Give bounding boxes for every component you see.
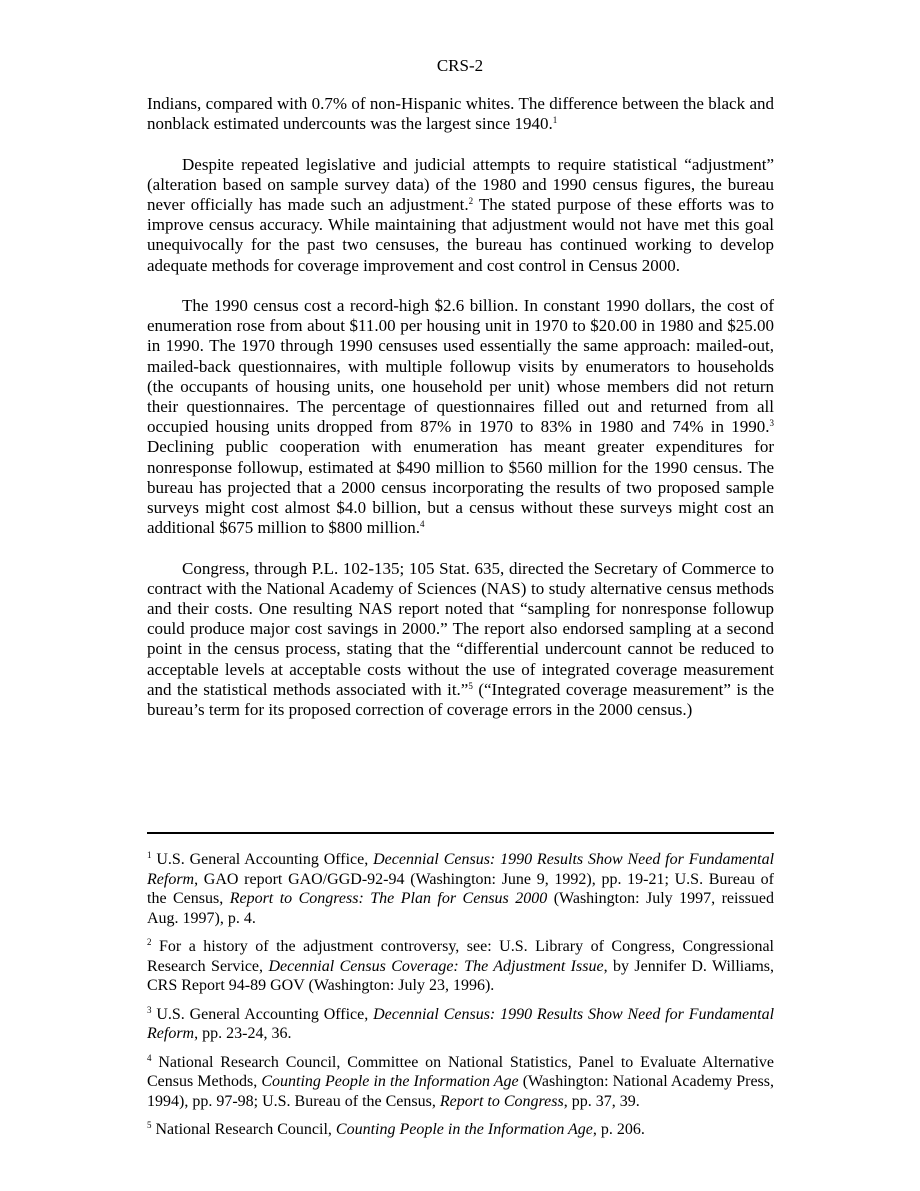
footnote-title: Report to Congress: The Plan for Census 2000: [229, 890, 548, 907]
footnote-text: National Research Council, Committee on National Statistics, Panel to Evaluate Alternative Census Methods,: [147, 1053, 774, 1090]
footnote-number: 1: [147, 850, 152, 860]
footnote-1: [147, 850, 774, 928]
footnote-number: 5: [147, 1120, 152, 1130]
footnote-number: 4: [147, 1052, 152, 1063]
footnote-ref: 3: [769, 418, 774, 429]
paragraph-text: Indians, compared with 0.7% of non-Hispanic whites. The difference between the black and nonblack estimated undercounts was the largest since 1940.: [147, 94, 774, 134]
footnote-text: National Research Council,: [151, 1121, 336, 1138]
footnote-divider: [147, 832, 774, 834]
footnote-text: (Washington: July 1997, reissued Aug. 1997), p. 4.: [147, 890, 774, 927]
footnotes: [147, 850, 774, 1149]
footnote-number: 2: [147, 937, 152, 947]
paragraph-text: Despite repeated legislative and judicial attempts to require statistical “adjustment” (alteration based on sample survey data) of the 1980 and 1990 census figures, the bureau never officially has made such an adjustment.: [147, 154, 774, 214]
footnote-ref: 1: [552, 115, 558, 126]
paragraph-text: Declining public cooperation with enumeration has meant greater expenditures for nonresponse followup, estimated at $490 million to $560 million for the 1990 census. The bureau has projected that a 2000 census incorporating the results of two proposed sample surveys might cost almost $4.0 billion, but a census without these surveys might cost an additional $675 million to $800 million.: [147, 437, 774, 538]
footnote-title: Decennial Census: 1990 Results Show Need for Fundamental Reform: [147, 851, 775, 888]
paragraph-text: (“Integrated coverage measurement” is the bureau’s term for its proposed correction of coverage errors in the 2000 census.): [147, 679, 774, 720]
paragraph-1: [147, 94, 774, 134]
footnote-text: For a history of the adjustment controversy, see: U.S. Library of Congress, Congressional Research Service,: [147, 938, 774, 975]
paragraph-text: Congress, through P.L. 102-135; 105 Stat. 635, directed the Secretary of Commerce to contract with the National Academy of Sciences (NAS) to study alternative census methods and their costs. One resulting NAS report noted that “sampling for nonresponse followup could produce major cost savings in 2000.” The report also endorsed sampling at a second point in the census process, stating that the “differential undercount cannot be reduced to acceptable levels at acceptable costs without the use of integrated coverage measurement and the statistical methods associated with it.”: [147, 558, 774, 699]
footnote-ref: 2: [468, 196, 474, 206]
footnote-title: Counting People in the Information Age: [335, 1121, 593, 1138]
footnote-ref: 4: [419, 519, 425, 530]
footnote-text: (Washington: National Academy Press, 1994), pp. 97-98; U.S. Bureau of the Census,: [147, 1073, 774, 1110]
footnote-number: 3: [147, 1004, 152, 1015]
footnote-text: , by Jennifer D. Williams, CRS Report 94-89 GOV (Washington: July 23, 1996).: [147, 957, 775, 994]
footnote-text: , GAO report GAO/GGD-92-94 (Washington: June 9, 1992), pp. 19-21; U.S. Bureau of the Census,: [147, 870, 774, 907]
footnote-text: U.S. General Accounting Office,: [151, 851, 374, 868]
footnote-text: , pp. 23-24, 36.: [194, 1025, 292, 1042]
footnote-text: U.S. General Accounting Office,: [151, 1005, 374, 1023]
footnote-title: Decennial Census Coverage: The Adjustment Issue: [268, 957, 604, 975]
paragraph-text: The 1990 census cost a record-high $2.6 billion. In constant 1990 dollars, the cost of enumeration rose from about $11.00 per housing unit in 1970 to $20.00 in 1980 and $25.00 in 1990. The 1970 through 1990 censuses used essentially the same approach: mailed-out, mailed-back questionnaires, with multiple followup visits by enumerators to households (the occupants of housing units, one household per unit) whose members did not return their questionnaires. The percentage of questionnaires filled out and returned from all occupied housing units dropped from 87% in 1970 to 83% in 1980 and 74% in 1990.: [147, 296, 774, 437]
footnote-title: Decennial Census: 1990 Results Show Need for Fundamental Reform: [147, 1005, 775, 1042]
footnote-2: [147, 937, 774, 996]
footnote-text: , p. 206.: [592, 1121, 645, 1138]
page-header: CRS-2: [436, 56, 484, 75]
paragraph-3: [147, 296, 774, 538]
footnote-title: Counting People in the Information Age: [261, 1073, 519, 1090]
body-text: [147, 94, 774, 740]
paragraph-4: [147, 559, 774, 721]
paragraph-text: The stated purpose of these efforts was to improve census accuracy. While maintaining that adjustment would not have met this goal unequivocally for the past two censuses, the bureau has continued working to develop adequate methods for coverage improvement and cost control in Census 2000.: [147, 195, 774, 275]
paragraph-2: [147, 155, 774, 276]
footnote-4: [147, 1053, 774, 1112]
footnote-5: [147, 1120, 774, 1140]
footnote-title: Report to Congress: [439, 1092, 564, 1110]
footnote-3: [147, 1005, 774, 1044]
footnote-text: , pp. 37, 39.: [563, 1092, 640, 1110]
footnote-ref: 5: [468, 680, 473, 691]
